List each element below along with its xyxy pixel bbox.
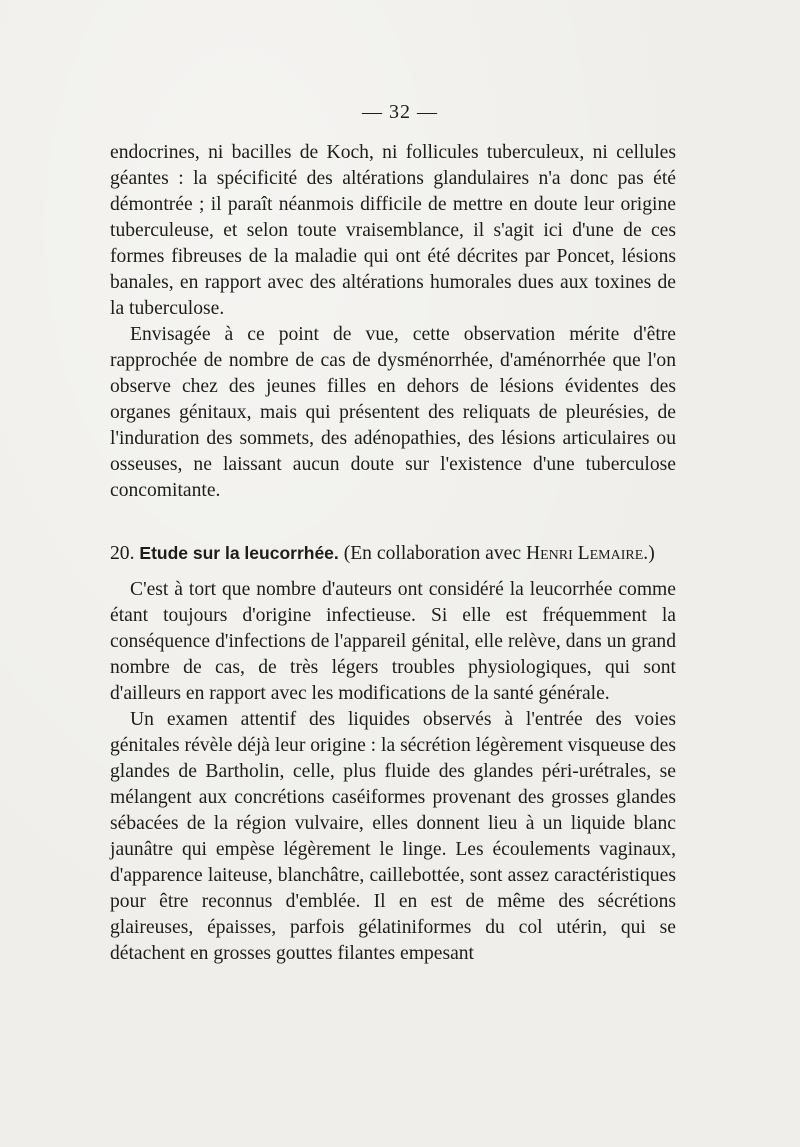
paragraph: Envisagée à ce point de vue, cette observation mérite d'être rapprochée de nombre de cas de dysménorrhée, d'aménorrhée que l'on observe chez des jeunes filles en dehors de lésions évidentes des organes génitaux, mais qui présentent des reliquats de pleurésies, de l'induration des sommets, des adénopathies, des lésions articulaires ou osseuses, ne laissant aucun doute sur l'existence d'une tuberculose concomitante. [110,324,676,501]
collaboration-suffix: .) [643,543,655,564]
page-number: — 32 — [362,101,438,123]
collaboration-prefix: (En collaboration avec [343,543,522,564]
text-block-bottom [110,577,676,967]
section-number: 20. [110,543,135,564]
paragraph: endocrines, ni bacilles de Koch, ni follicules tuberculeux, ni cellules géantes : la spécificité des altérations glandulaires n'a donc pas été démontrée ; il paraît néanmois difficile de mettre en doute leur origine tuberculeuse, et selon toute vraisemblance, il s'agit ici d'une de ces formes fibreuses de la maladie qui ont été décrites par Poncet, lésions banales, en rapport avec des altérations humorales dues aux toxines de la tuberculose. [110,142,676,319]
paragraph: Un examen attentif des liquides observés à l'entrée des voies génitales révèle déjà leur origine : la sécrétion légèrement visqueuse des glandes de Bartholin, celle, plus fluide des glandes péri-urétrales, se mélangent aux concrétions caséiformes provenant des grosses glandes sébacées de la région vulvaire, elles donnent lieu à un liquide blanc jaunâtre qui empèse légèrement le linge. Les écoulements vaginaux, d'apparence laiteuse, blanchâtre, caillebottée, sont assez caractéristiques pour être reconnus d'emblée. Il en est de même des sécrétions glaireuses, épaisses, parfois gélatiniformes du col utérin, qui se détachent en grosses gouttes filantes empesant [110,709,676,964]
text-block-top [110,140,676,504]
collaborator-name: Henri Lemaire [525,543,644,564]
paragraph: C'est à tort que nombre d'auteurs ont considéré la leucorrhée comme étant toujours d'origine infectieuse. Si elle est fréquemment la conséquence d'infections de l'appareil génital, elle relève, dans un grand nombre de cas, de très légers troubles physiologiques, qui sont d'ailleurs en rapport avec les modifications de la santé générale. [110,579,676,704]
section-heading [110,540,690,567]
section-title: Etude sur la leucorrhée. [139,543,339,563]
